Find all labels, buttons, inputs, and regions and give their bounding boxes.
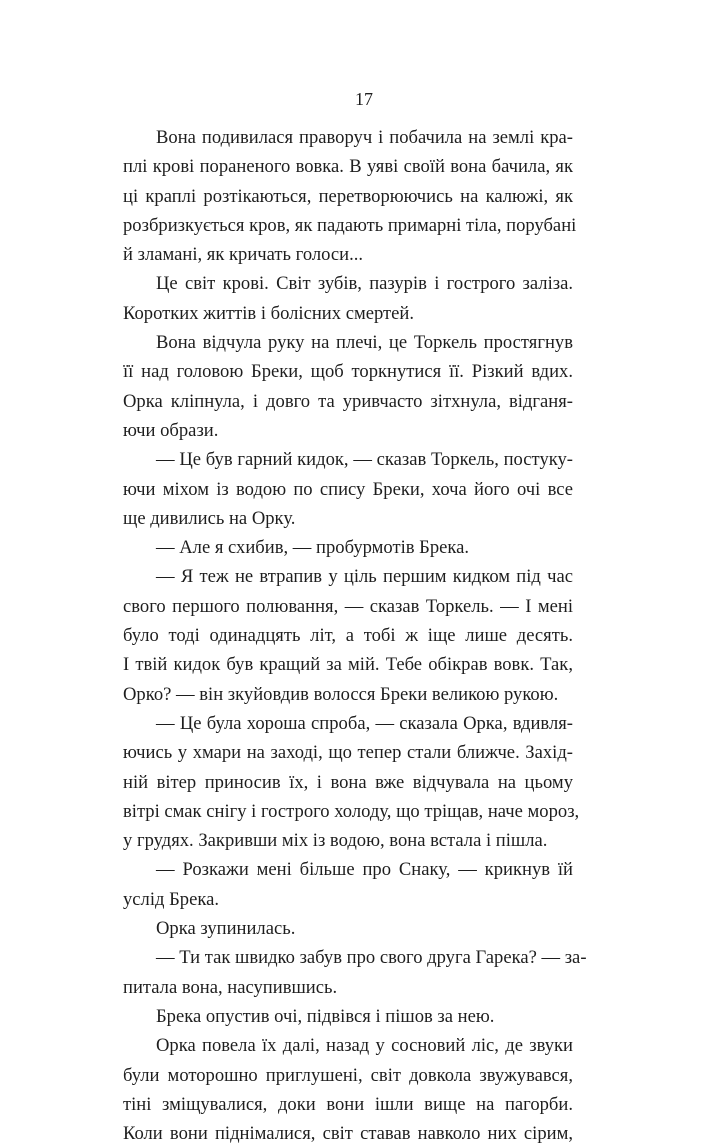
text-line: розбризкується кров, як падають примарні тіла, порубані — [123, 214, 577, 236]
text-line: Орко? — він зкуйовдив волосся Бреки великою рукою. — [123, 683, 559, 705]
text-line: Орка повела їх далі, назад у сосновий ліс, де звуки — [156, 1035, 573, 1057]
text-line: були моторошно приглушені, світ довкола звужувався, — [123, 1064, 573, 1086]
text-line: вітрі смак снігу і гострого холоду, що тріщав, наче мороз, — [123, 800, 580, 822]
text-line: Це світ крові. Світ зубів, пазурів і гострого заліза. — [156, 273, 573, 295]
text-line: Вона подивилася праворуч і побачила на землі кра- — [156, 127, 573, 148]
text-line: Орка зупинилась. — [156, 918, 296, 940]
text-line: І твій кидок був кращий за мій. Тебе обікрав вовк. Так, — [123, 654, 573, 676]
text-line: Орка кліпнула, і довго та уривчасто зітхнула, відганя- — [123, 390, 573, 412]
text-line: ючись у хмари на заході, що тепер стали ближче. Захід- — [123, 742, 573, 764]
text-line: — Ти так швидко забув про свого друга Гарека? — за- — [156, 947, 587, 969]
text-line: ючи міхом із водою по спису Бреки, хоча його очі все — [123, 478, 573, 500]
text-line: свого першого полювання, — сказав Торкель. — І мені — [123, 595, 573, 617]
text-line: — Але я схибив, — пробурмотів Брека. — [156, 537, 470, 559]
text-line: Коли вони піднімалися, світ ставав навколо них сірим, — [123, 1123, 573, 1145]
text-line: — Я теж не втрапив у ціль першим кидком під час — [156, 566, 573, 588]
text-line: — Розкажи мені більше про Снаку, — крикнув їй — [156, 859, 573, 881]
text-line: тіні зміщувалися, доки вони ішли вище на пагорби. — [123, 1093, 573, 1115]
text-line: Вона відчула руку на плечі, це Торкель простягнув — [156, 332, 573, 354]
text-line: Коротких життів і болісних смертей. — [123, 302, 414, 324]
body-text — [123, 123, 587, 1148]
text-line: услід Брека. — [123, 888, 219, 910]
text-line: ючи образи. — [123, 419, 219, 441]
text-line: її над головою Бреки, щоб торкнутися її. Різкий вдих. — [123, 361, 573, 383]
text-line: — Це була хороша спроба, — сказала Орка, вдивля- — [156, 712, 573, 734]
text-line: плі крові пораненого вовка. В уяві своїй вона бачила, як — [123, 156, 573, 178]
text-line: Брека опустив очі, підвівся і пішов за нею. — [156, 1005, 495, 1027]
text-line: у грудях. Закривши міх із водою, вона встала і пішла. — [123, 830, 548, 852]
text-line: питала вона, насупившись. — [123, 976, 338, 998]
text-line: було тоді одинадцять літ, а тобі ж іще лише десять. — [123, 625, 573, 647]
page-number: 17 — [355, 89, 373, 109]
text-line: ще дивились на Орку. — [123, 507, 296, 529]
text-line: ній вітер приносив їх, і вона вже відчувала на цьому — [123, 771, 573, 793]
text-line: й зламані, як кричать голоси... — [123, 244, 364, 266]
text-line: — Це був гарний кидок, — сказав Торкель, постуку- — [156, 449, 573, 471]
text-line: ці краплі розтікаються, перетворюючись на калюжі, як — [123, 185, 573, 207]
